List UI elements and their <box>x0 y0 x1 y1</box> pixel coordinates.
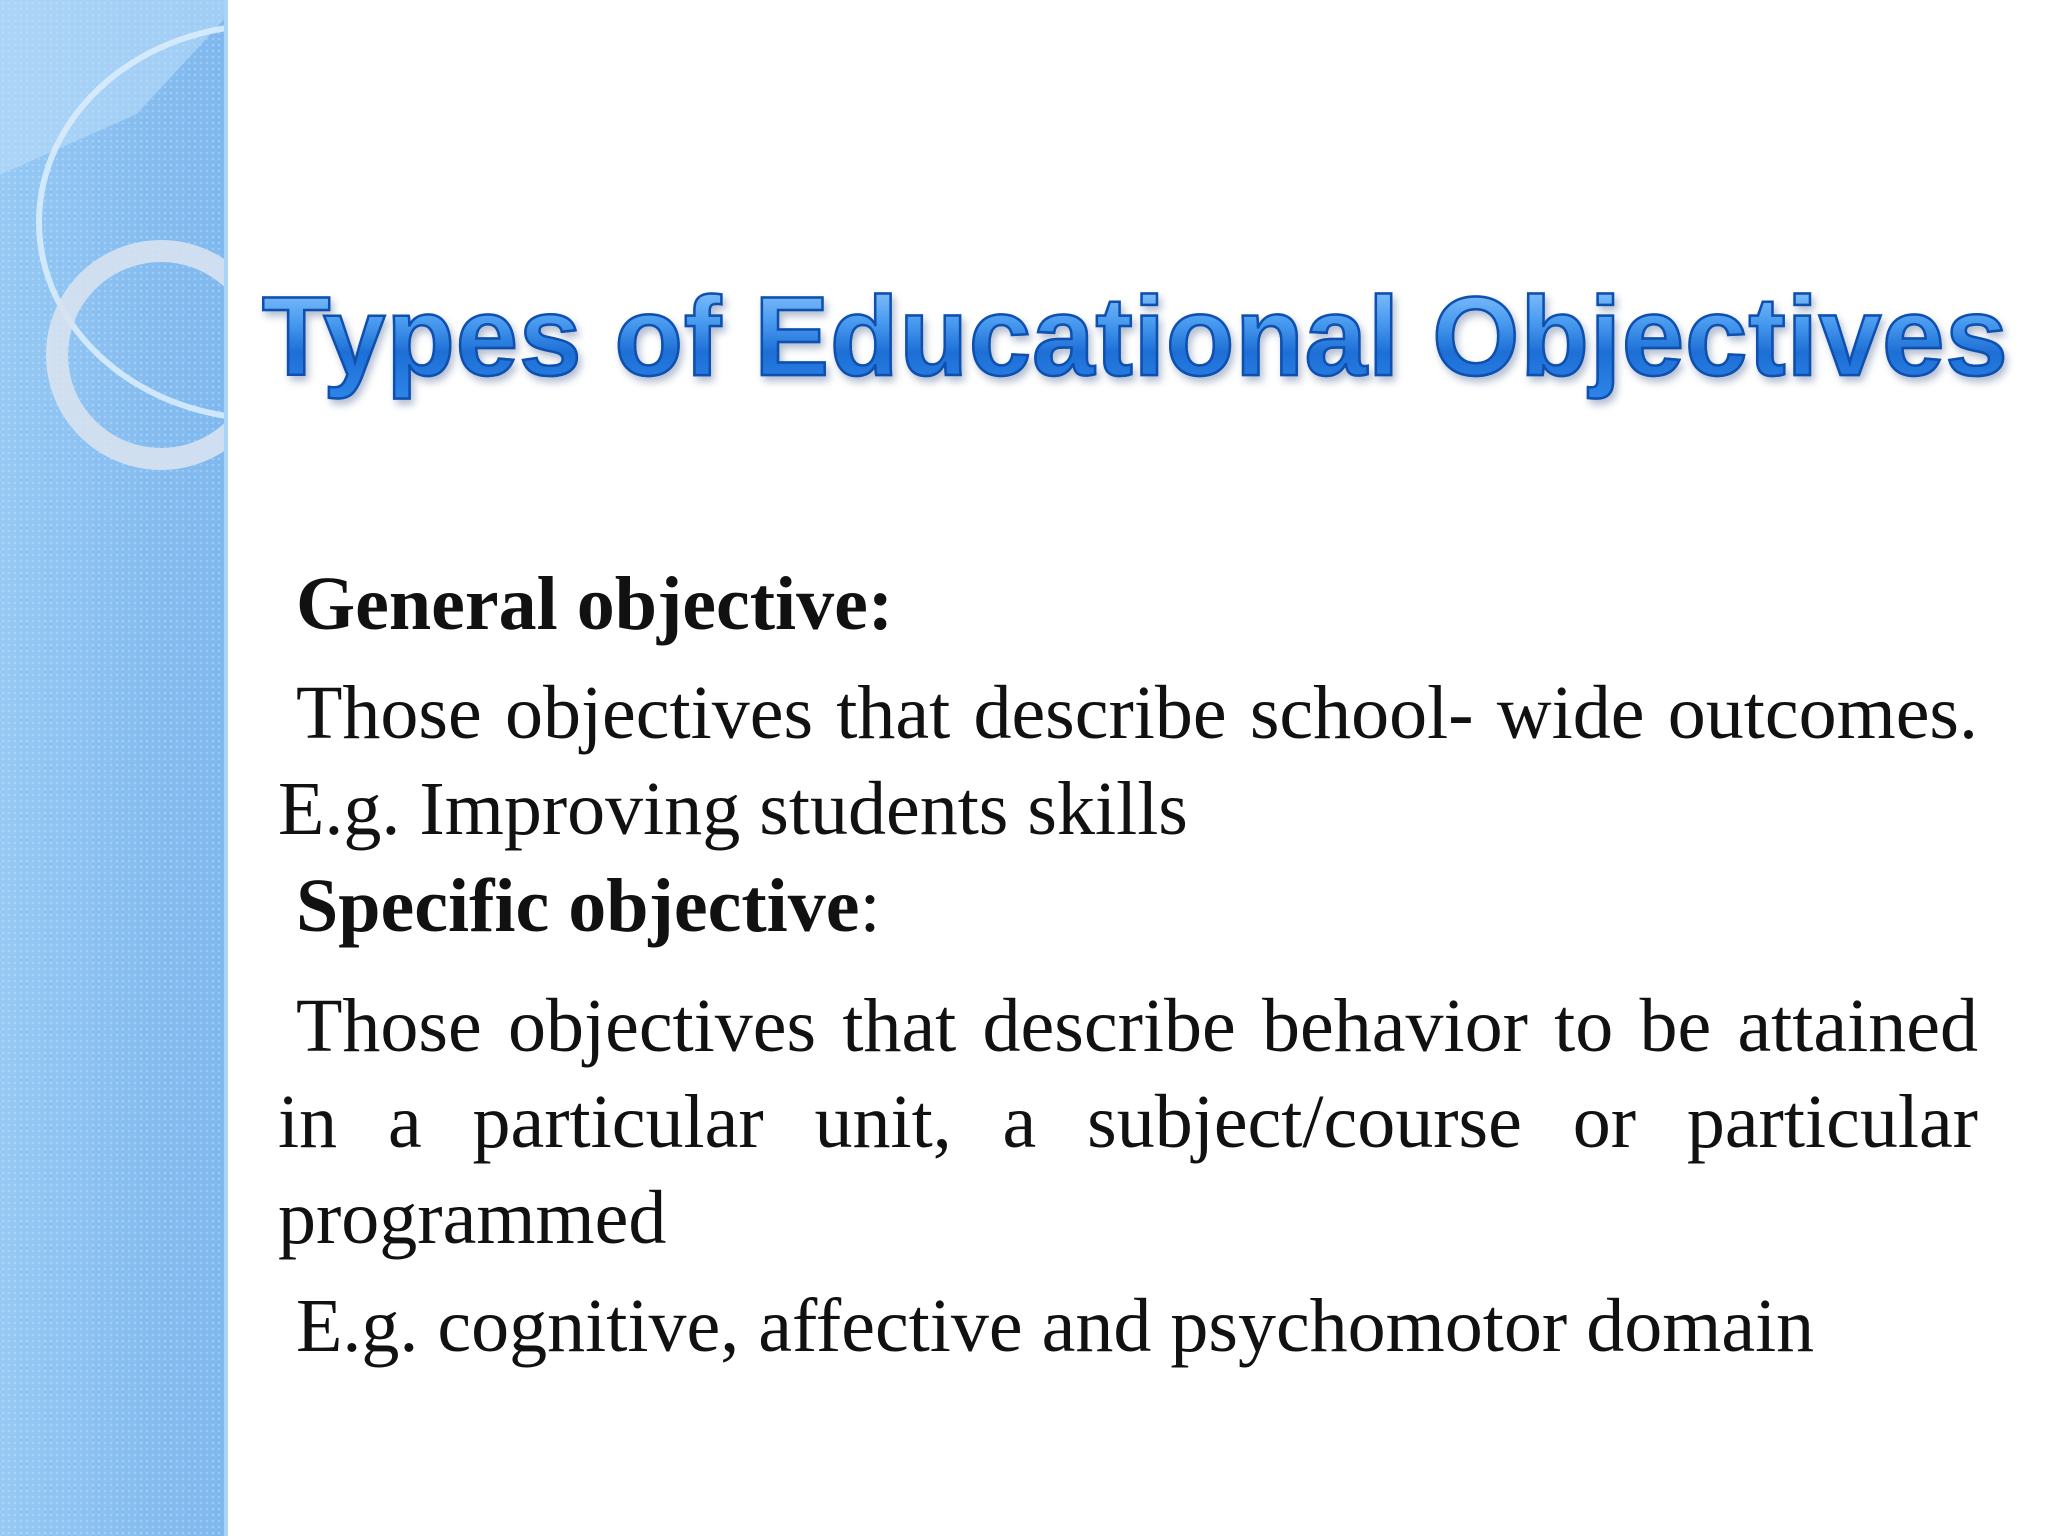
general-objective-text: Those objectives that describe school- wide outcomes. E.g. Improving students skills <box>278 671 1978 851</box>
decorative-side-band <box>0 0 228 1536</box>
specific-objective-heading-label: Specific objective <box>296 864 860 948</box>
specific-objective-example: E.g. cognitive, affective and psychomotor domain <box>296 1284 1815 1368</box>
slide-body <box>278 556 1978 1374</box>
specific-objective-heading <box>278 858 1978 954</box>
specific-objective-text: Those objectives that describe behavior to be attained in a particular unit, a subject/course or particular programmed <box>278 984 1978 1260</box>
band-edge-divider <box>224 0 228 1536</box>
specific-objective-heading-colon: : <box>859 864 881 948</box>
slide-title: Types of Educational Objectives <box>262 272 2022 402</box>
general-objective-heading: General objective: <box>296 562 894 646</box>
